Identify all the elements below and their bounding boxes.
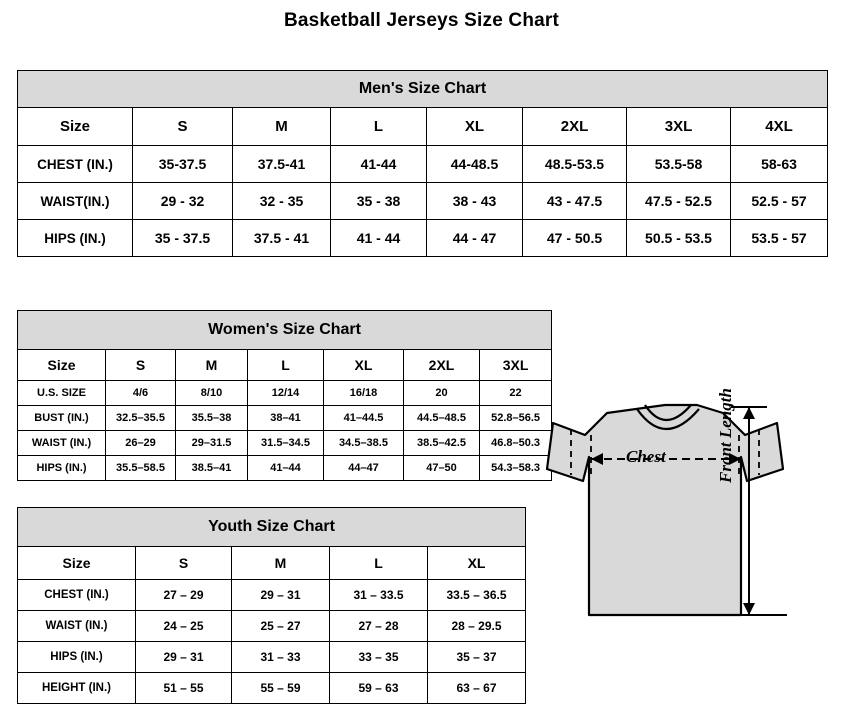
row-label: U.S. SIZE [18, 381, 106, 406]
youth-size-chart-table [17, 507, 526, 704]
table-cell: 41-44 [331, 146, 427, 183]
table-cell: 37.5-41 [233, 146, 331, 183]
table-row [18, 220, 828, 257]
table-cell: 35.5–38 [176, 406, 248, 431]
shirt-outline [547, 405, 783, 615]
table-cell: 28 – 29.5 [428, 611, 526, 642]
front-length-arrow-bottom [743, 603, 755, 615]
table-row [18, 381, 552, 406]
page-title: Basketball Jerseys Size Chart [283, 10, 560, 31]
table-cell: 34.5–38.5 [324, 431, 404, 456]
table-cell: 52.8–56.5 [480, 406, 552, 431]
table-cell: 32.5–35.5 [106, 406, 176, 431]
table-row [18, 406, 552, 431]
column-header: M [233, 108, 331, 146]
column-header: S [133, 108, 233, 146]
table-cell: 35 - 37.5 [133, 220, 233, 257]
table-cell: 38.5–42.5 [404, 431, 480, 456]
table-cell: 47.5 - 52.5 [627, 183, 731, 220]
table-cell: 33 – 35 [330, 642, 428, 673]
table-cell: 52.5 - 57 [731, 183, 828, 220]
table-cell: 25 – 27 [232, 611, 330, 642]
column-header: M [232, 547, 330, 580]
column-header: 3XL [480, 350, 552, 381]
row-label: WAIST (IN.) [18, 431, 106, 456]
table-cell: 35-37.5 [133, 146, 233, 183]
table-cell: 29–31.5 [176, 431, 248, 456]
table-cell: 8/10 [176, 381, 248, 406]
column-header: S [106, 350, 176, 381]
table-cell: 38 - 43 [427, 183, 523, 220]
table-cell: 48.5-53.5 [523, 146, 627, 183]
table-header-row [18, 350, 552, 381]
table-cell: 35 - 38 [331, 183, 427, 220]
row-label: HIPS (IN.) [18, 456, 106, 481]
row-label: HIPS (IN.) [18, 220, 133, 257]
row-label: BUST (IN.) [18, 406, 106, 431]
row-label: CHEST (IN.) [18, 146, 133, 183]
table-cell: 37.5 - 41 [233, 220, 331, 257]
table-cell: 63 – 67 [428, 673, 526, 704]
row-label: WAIST(IN.) [18, 183, 133, 220]
table-caption-row [18, 71, 828, 108]
table-row [18, 431, 552, 456]
column-header: XL [324, 350, 404, 381]
table-cell: 33.5 – 36.5 [428, 580, 526, 611]
table-cell: 38.5–41 [176, 456, 248, 481]
table-row [18, 183, 828, 220]
column-header: 4XL [731, 108, 828, 146]
table-cell: 53.5 - 57 [731, 220, 828, 257]
row-label: WAIST (IN.) [18, 611, 136, 642]
table-caption-row [18, 508, 526, 547]
table-cell: 44 - 47 [427, 220, 523, 257]
table-cell: 47 - 50.5 [523, 220, 627, 257]
table-cell: 58-63 [731, 146, 828, 183]
column-header: M [176, 350, 248, 381]
table-cell: 50.5 - 53.5 [627, 220, 731, 257]
table-cell: 59 – 63 [330, 673, 428, 704]
table-cell: 29 – 31 [232, 580, 330, 611]
jersey-measurement-diagram [545, 365, 835, 680]
table-cell: 35 – 37 [428, 642, 526, 673]
table-row [18, 456, 552, 481]
table-cell: 16/18 [324, 381, 404, 406]
front-length-label: Front Length [716, 388, 735, 483]
table-cell: 12/14 [248, 381, 324, 406]
youth-chart-caption: Youth Size Chart [18, 508, 526, 547]
table-cell: 51 – 55 [136, 673, 232, 704]
table-caption-row [18, 311, 552, 350]
table-cell: 22 [480, 381, 552, 406]
table-row [18, 642, 526, 673]
column-header: 2XL [523, 108, 627, 146]
column-header: XL [427, 108, 523, 146]
column-header: L [248, 350, 324, 381]
front-length-arrow-top [743, 407, 755, 419]
row-label: CHEST (IN.) [18, 580, 136, 611]
table-header-row [18, 108, 828, 146]
table-cell: 41 - 44 [331, 220, 427, 257]
column-header: XL [428, 547, 526, 580]
column-header: Size [18, 547, 136, 580]
row-label: HIPS (IN.) [18, 642, 136, 673]
table-cell: 26–29 [106, 431, 176, 456]
row-label: HEIGHT (IN.) [18, 673, 136, 704]
table-header-row [18, 547, 526, 580]
column-header: 3XL [627, 108, 731, 146]
table-cell: 32 - 35 [233, 183, 331, 220]
table-row [18, 611, 526, 642]
table-cell: 35.5–58.5 [106, 456, 176, 481]
table-cell: 38–41 [248, 406, 324, 431]
table-cell: 53.5-58 [627, 146, 731, 183]
table-cell: 27 – 29 [136, 580, 232, 611]
table-cell: 29 – 31 [136, 642, 232, 673]
table-cell: 41–44.5 [324, 406, 404, 431]
table-row [18, 146, 828, 183]
table-cell: 29 - 32 [133, 183, 233, 220]
table-cell: 44–47 [324, 456, 404, 481]
table-cell: 20 [404, 381, 480, 406]
womens-size-chart-table [17, 310, 552, 481]
mens-size-chart-table [17, 70, 828, 257]
mens-chart-caption: Men's Size Chart [18, 71, 828, 108]
column-header: Size [18, 350, 106, 381]
table-cell: 55 – 59 [232, 673, 330, 704]
table-cell: 46.8–50.3 [480, 431, 552, 456]
table-cell: 44-48.5 [427, 146, 523, 183]
table-row [18, 673, 526, 704]
table-cell: 24 – 25 [136, 611, 232, 642]
table-row [18, 580, 526, 611]
table-cell: 27 – 28 [330, 611, 428, 642]
chest-label: Chest [626, 447, 666, 466]
table-cell: 31.5–34.5 [248, 431, 324, 456]
table-cell: 41–44 [248, 456, 324, 481]
table-cell: 43 - 47.5 [523, 183, 627, 220]
table-cell: 31 – 33.5 [330, 580, 428, 611]
table-cell: 4/6 [106, 381, 176, 406]
womens-chart-caption: Women's Size Chart [18, 311, 552, 350]
table-cell: 47–50 [404, 456, 480, 481]
column-header: Size [18, 108, 133, 146]
column-header: 2XL [404, 350, 480, 381]
column-header: L [330, 547, 428, 580]
table-cell: 31 – 33 [232, 642, 330, 673]
column-header: S [136, 547, 232, 580]
table-cell: 54.3–58.3 [480, 456, 552, 481]
table-cell: 44.5–48.5 [404, 406, 480, 431]
column-header: L [331, 108, 427, 146]
